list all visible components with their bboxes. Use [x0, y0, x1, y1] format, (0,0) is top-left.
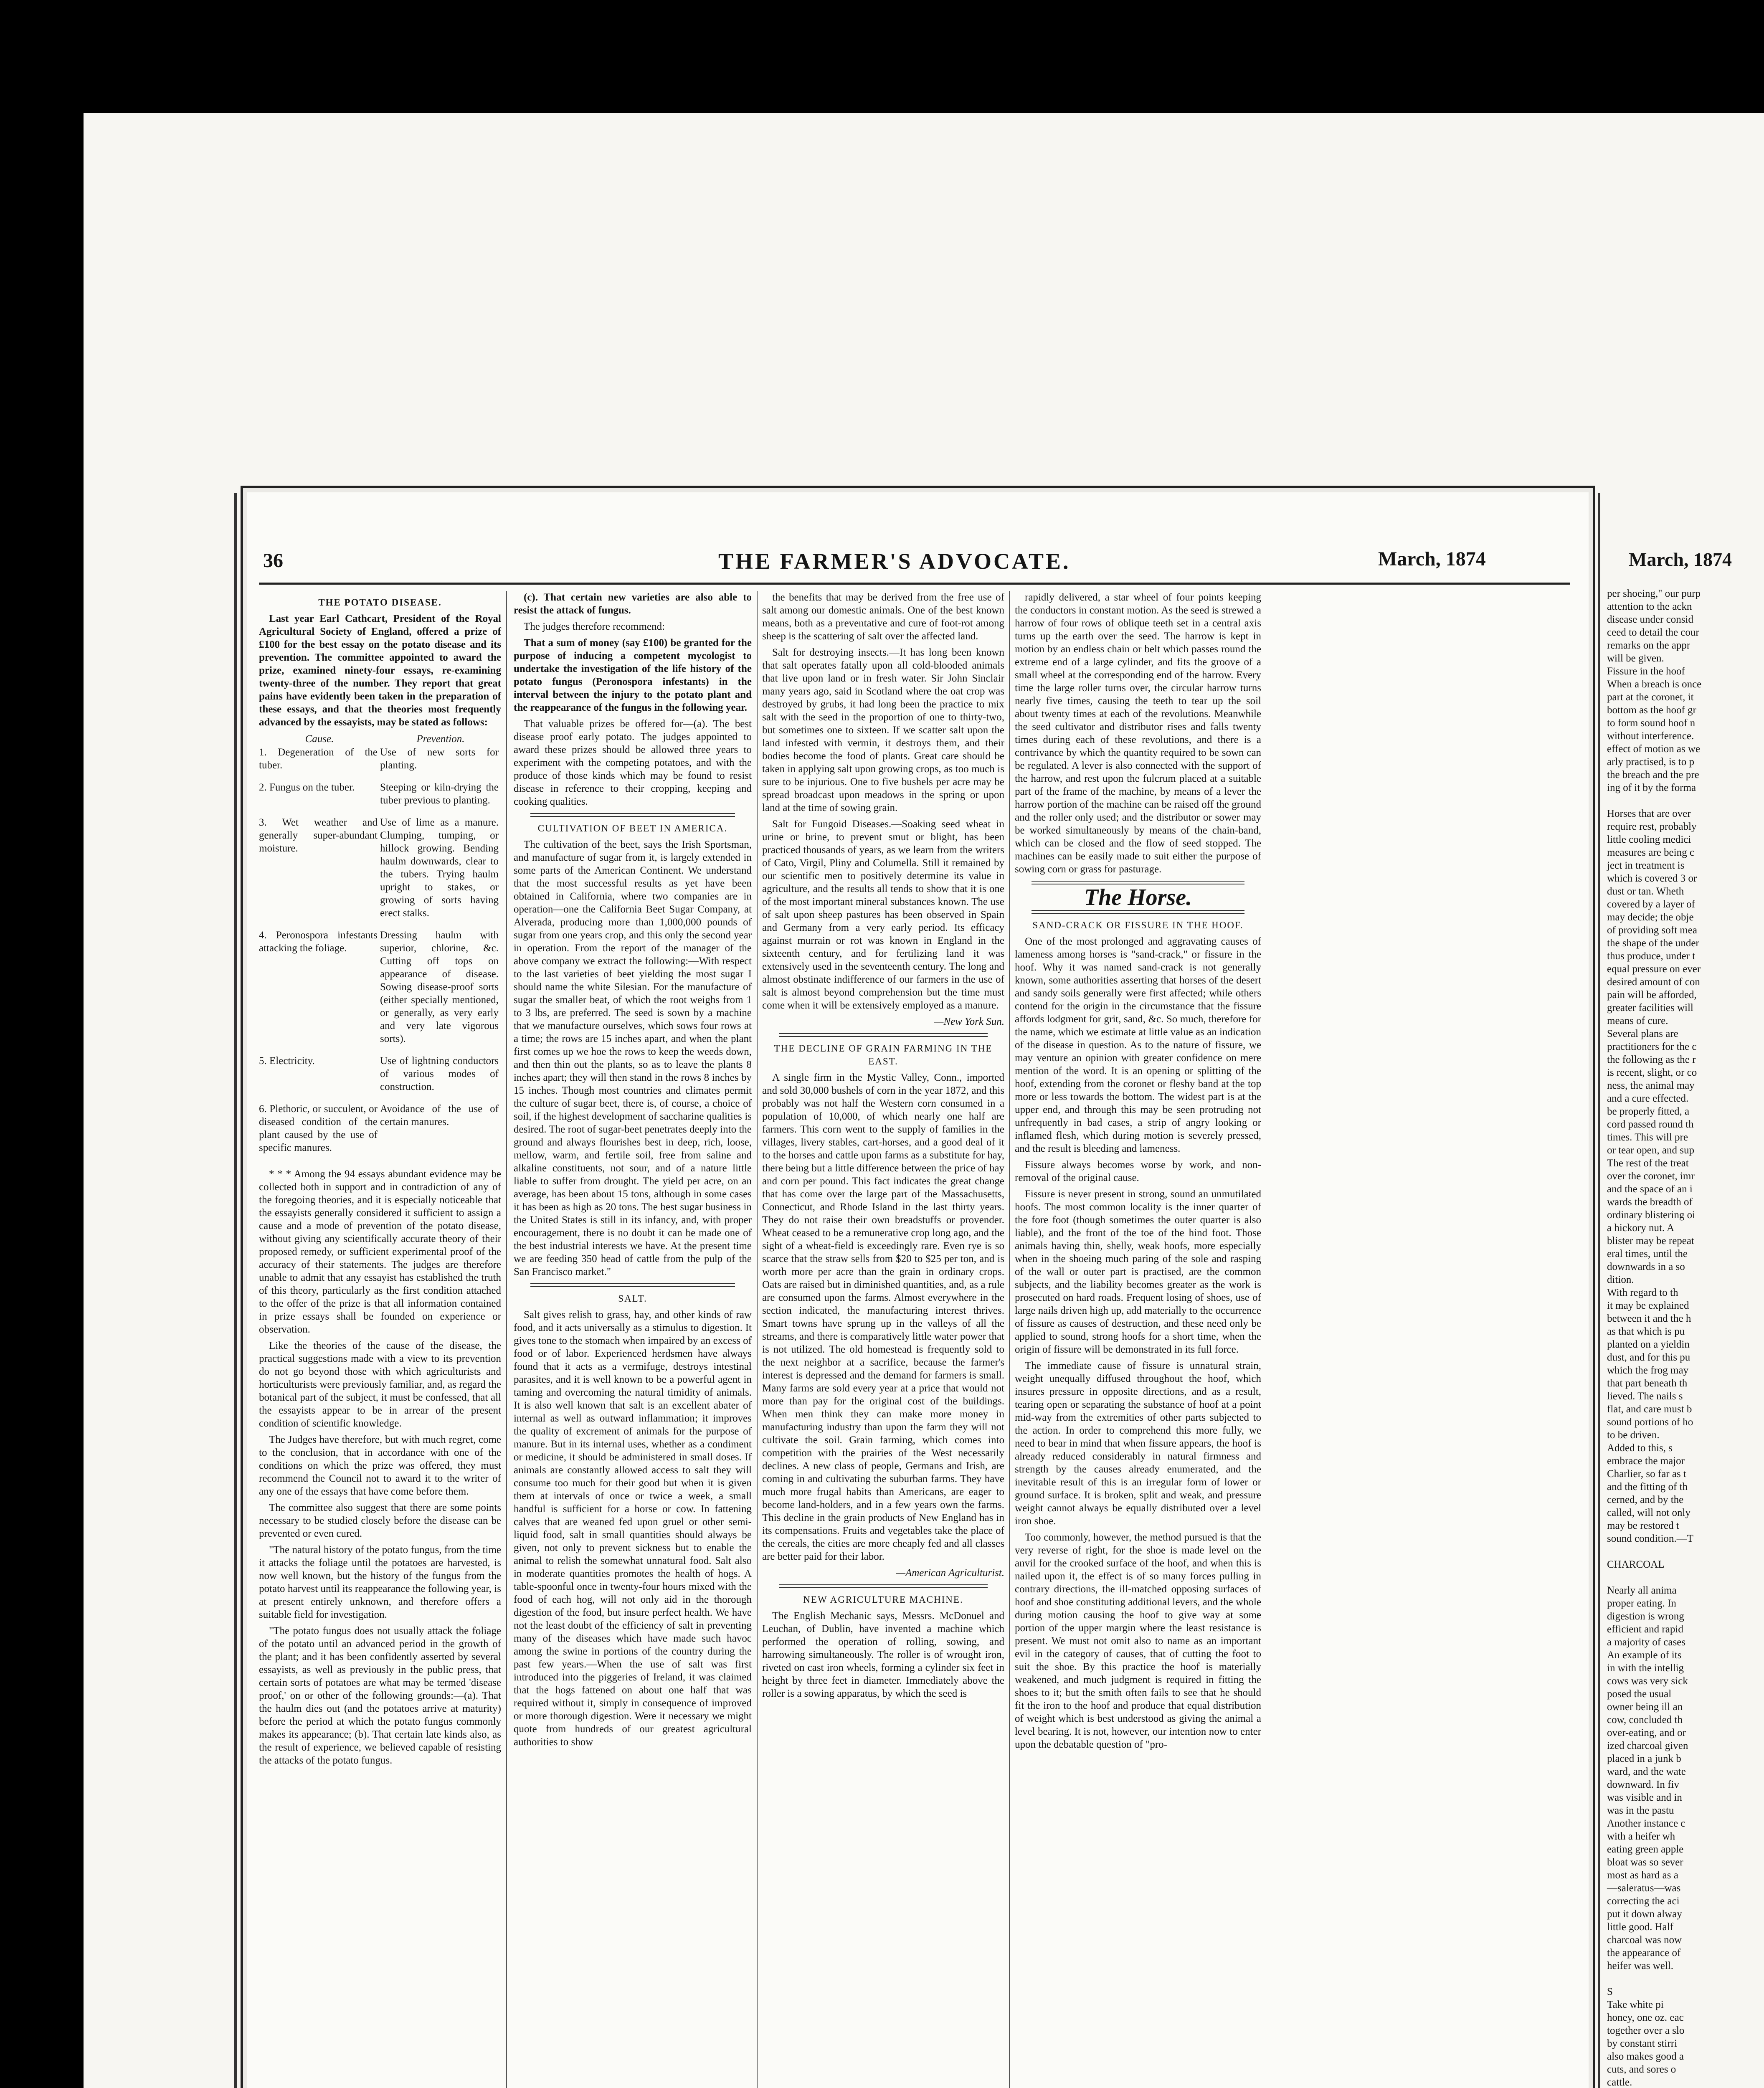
- adjacent-page-line: Fissure in the hoof: [1607, 666, 1685, 677]
- column-3: [762, 591, 1004, 2088]
- adjacent-page-line: covered by a layer of: [1607, 899, 1695, 910]
- masthead: THE FARMER'S ADVOCATE.: [718, 549, 1071, 574]
- adjacent-page-line: When a breach is once: [1607, 679, 1702, 690]
- table-row: [259, 1102, 501, 1163]
- adjacent-page-line: also makes good a: [1607, 2051, 1684, 2062]
- adjacent-page-line: and a cure effected.: [1607, 1093, 1689, 1104]
- adjacent-page-line: between it and the h: [1607, 1313, 1691, 1324]
- adjacent-page-line: ordinary blistering oi: [1607, 1209, 1696, 1221]
- adjacent-page-line: in with the intellig: [1607, 1662, 1684, 1674]
- paragraph: The English Mechanic says, Messrs. McDonuel and Leuchan, of Dublin, have invented a machine which performed the operation of rolling, sowing, and harrowing simultaneously. The roller is of wrought iron, riveted on cast iron wheels, forming a cylinder six feet in height by three feet in diameter. Immediately above the roller is a sowing apparatus, by which the seed is: [762, 1610, 1004, 1699]
- adjacent-page-line: attention to the ackn: [1607, 601, 1692, 612]
- table-header-cause: Cause.: [305, 733, 334, 745]
- adjacent-page-line: thus produce, under t: [1607, 950, 1696, 962]
- adjacent-page-line: desired amount of con: [1607, 976, 1700, 988]
- adjacent-page-line: S: [1607, 1986, 1613, 1997]
- paragraph: Last year Earl Cathcart, President of the Royal Agricultural Society of England, offered a prize of £100 for the best essay on the potato disease and its prevention. The committee appointed to award the prize, examined ninety-four essays, re-examining twenty-three of the number. They report that great pains have evidently been taken in the preparation of these essays, and that the theories most frequently advanced by the essayists, may be stated as follows:: [259, 613, 501, 728]
- adjacent-page-line: pain will be afforded,: [1607, 989, 1697, 1001]
- adjacent-page-line: proper eating. In: [1607, 1598, 1676, 1609]
- paragraph: A single firm in the Mystic Valley, Conn., imported and sold 30,000 bushels of corn in the year 1872, and this probably was not half the Western corn consumed in a population of 10,000, of which nearly one half are farmers. This corn went to the supply of families in the villages, livery stables, cart-horses, and a good deal of it to the horses and cattle upon farms as a substitute for hay, there being but a little difference between the price of hay and corn per pound. This fact indicates the great change that has come over the large part of the Massachusetts, Connecticut, and Rhode Island in the last thirty years. They do not raise their own breadstuffs or provender. Wheat ceased to be a remunerative crop long ago, and the sight of a wheat-field is exceedingly rare. Even rye is so scarce that the straw sells from $20 to $25 per ton, and is worth more per acre than the grain in ordinary crops. Oats are raised but in diminished quantities, and, as a rule are consumed upon the farms. Almost everywhere in the section indicated, the manufacturing interest thrives. Smart towns have sprung up in the valleys of all the streams, and there is comparatively little water power that is not utilized. The old homestead is frequently sold to the next neighbor at a sacrifice, because the farmer's interest is depressed and the demand for farmers is small. Many farms are sold every year at a price that would not more than pay for the original cost of the buildings. When men think they can make more money in manufacturing industry than upon the farm they will not cultivate the soil. Grain farming, which comes into competition with the prairies of the West necessarily declines. A new class of people, Germans and Irish, are coming in and cultivating the suburban farms. They have much more frugal habits than Americans, are eager to become land-holders, and in a few years own the farms. This decline in the grain products of New England has in its compensations. Fruits and vegetables take the place of the cereals, the cities are more cheaply fed and all classes are better paid for their labor.: [762, 1072, 1004, 1562]
- prevention-cell: Use of lightning conductors of various modes of construction.: [380, 1055, 499, 1092]
- adjacent-page-line: With regard to th: [1607, 1287, 1678, 1298]
- section-divider: [1032, 881, 1244, 884]
- adjacent-page-line: remarks on the appr: [1607, 640, 1690, 651]
- cause-cell: 5. Electricity.: [259, 1055, 315, 1067]
- adjacent-page-line: —saleratus—was: [1607, 1883, 1681, 1894]
- prevention-cell: Dressing haulm with superior, chlorine, &c. Cutting off tops on appearance of disease. Sowing disease-proof sorts (either specially mentioned, or generally, as very early and very late vigorous sorts).: [380, 930, 499, 1044]
- adjacent-page-line: ward, and the wate: [1607, 1766, 1686, 1777]
- paragraph: Fissure always becomes worse by work, and non-removal of the original cause.: [1015, 1159, 1261, 1183]
- adjacent-page-line: which is covered 3 or: [1607, 873, 1697, 884]
- table-row: [259, 1054, 501, 1102]
- adjacent-page-line: embrace the major: [1607, 1455, 1685, 1467]
- source-credit: —American Agriculturist.: [896, 1567, 1004, 1579]
- adjacent-page-line: wards the breadth of: [1607, 1196, 1693, 1208]
- adjacent-page-line: which the frog may: [1607, 1365, 1689, 1376]
- adjacent-page-line: ness, the animal may: [1607, 1080, 1695, 1091]
- paragraph: Salt gives relish to grass, hay, and other kinds of raw food, and it acts universally as a stimulus to digestion. It gives tone to the stomach when impaired by an excess of food or of labor. Experienced herdsmen have always found that it acts as a vermifuge, destroys intestinal parasites, and it is well known to be a powerful agent in taming and overcoming the natural timidity of animals. It is also well known that salt is an excellent abater of internal as well as outward inflammation; it improves the quality of excrement of animals for the purpose of manure. But in its internal uses, whether as a condiment or medicine, it should be administered in small doses. If animals are constantly allowed access to salt they will consume too much for their good but when it is given them at intervals of once or twice a week, a small handful is sufficient for a horse or cow. In fattening calves that are weaned fed upon gruel or other semi-liquid food, salt in small quantities should always be given, not only to prevent sickness but to enable the animal to relish the somewhat unnatural food. Salt also in moderate quantities promotes the health of hogs. A table-spoonful once in twenty-four hours mixed with the food of each hog, will not only aid in the thorough digestion of the food, but insure perfect health. We have not the least doubt of the efficiency of salt in preventing many of the diseases which have made such havoc among the swine in portions of the country during the past few years.—When the use of salt was first introduced into the piggeries of Ireland, it was claimed that the hogs fattened on about one half that was required without it, simply in consequence of improved or more thorough digestion. Were it necessary we might quote from hundreds of our greatest agricultural authorities to show: [514, 1309, 752, 1748]
- adjacent-page-line: arly practised, is to p: [1607, 756, 1694, 768]
- adjacent-page-line: called, will not only: [1607, 1507, 1690, 1518]
- cause-cell: 2. Fungus on the tuber.: [259, 782, 355, 793]
- adjacent-page-line: a majority of cases: [1607, 1637, 1686, 1648]
- adjacent-page-line: ing of it by the forma: [1607, 782, 1696, 793]
- cause-cell: 4. Peronospora infestants attacking the foliage.: [259, 930, 378, 954]
- article-heading-potato: THE POTATO DISEASE.: [318, 597, 442, 608]
- table-row: [259, 816, 501, 929]
- adjacent-page-line: dust or tan. Wheth: [1607, 886, 1684, 897]
- cause-cell: 3. Wet weather and generally super-abundant moisture.: [259, 817, 378, 854]
- adjacent-page: [1604, 499, 1764, 2088]
- adjacent-page-line: was visible and in: [1607, 1792, 1682, 1803]
- adjacent-page-line: the breach and the pre: [1607, 769, 1699, 780]
- table-header-prevention: Prevention.: [416, 733, 465, 745]
- column-divider: [506, 591, 507, 2088]
- section-divider: [779, 1584, 988, 1588]
- adjacent-page-line: sound condition.—T: [1607, 1533, 1693, 1544]
- adjacent-page-line: most as hard as a: [1607, 1870, 1678, 1881]
- page-gutter: [1598, 493, 1600, 2088]
- adjacent-page-line: correcting the aci: [1607, 1895, 1680, 1907]
- section-divider: [1032, 910, 1244, 914]
- adjacent-page-line: Nearly all anima: [1607, 1585, 1677, 1596]
- adjacent-page-line: An example of its: [1607, 1650, 1682, 1661]
- adjacent-page-line: Take white pi: [1607, 1999, 1664, 2010]
- adjacent-page-line: that part beneath th: [1607, 1378, 1688, 1389]
- column-2: [514, 591, 752, 2088]
- adjacent-page-line: cuts, and sores o: [1607, 2064, 1676, 2075]
- adjacent-page-line: sound portions of ho: [1607, 1416, 1693, 1428]
- paragraph: the benefits that may be derived from the free use of salt among our domestic animals. One of the best known means, both as a preventative and cure of foot-rot among sheep is the scattering of salt over the affected land.: [762, 592, 1004, 642]
- paragraph: (c). That certain new varieties are also able to resist the attack of fungus.: [514, 592, 752, 616]
- paragraph: One of the most prolonged and aggravating causes of lameness among horses is "sand-crack," or fissure in the hoof. Why it was named sand-crack is not generally known, some authorities asserting that horses of the desert and sandy soils generally were first affected; while others contend for the origin in the circumstance that the fissure affords lodgment for grit, sand, &c. So much, therefore for the name, which we estimate at little value as an indication of the disease in question. As to the nature of fissure, we may venture an opinion with greater confidence on mere mention of the word. It is an opening or splitting of the hoof, extending from the coronet or fleshy band at the top more or less towards the bottom. The widest part is at the upper end, and through this may be seen protruding not unfrequently in bad cases, a strip of angry looking or inflamed flesh, which during motion is severely pressed, and the result is bleeding and lameness.: [1015, 936, 1261, 1154]
- section-title-horse: The Horse.: [1084, 884, 1192, 910]
- paragraph: Fissure is never present in strong, sound an unmutilated hoofs. The most common locality is the inner quarter of the fore foot (though sometimes the outer quarter is also liable), and the front of the toe of the hind foot. Those animals having thin, shelly, weak hoofs, more especially when in the shoeing much paring of the sole and rasping of the wall or outer part is practised, are the common subjects, and the liability becomes greater as the work is prosecuted on hard roads. Frequent losing of shoes, use of large nails driven high up, add materially to the occurrence of fissure as causes of destruction, and these need only be applied to sound, strong hoofs for a short time, when the origin of fissure will be demonstrated in its full force.: [1015, 1188, 1261, 1355]
- paragraph: rapidly delivered, a star wheel of four points keeping the conductors in constant motion. As the seed is strewed a harrow of four rows of oblique teeth set in a central axis turns up the earth over the seed. The harrow is kept in motion by an endless chain or belt which passes round the extreme end of a large cylinder, and fits the groove of a small wheel at the corresponding end of the harrow. Every time the large roller turns over, the circular harrow turns nearly five times, causing the teeth to tear up the soil about twenty times at each of the revolutions. Meanwhile the seed cultivator and distributor rises and falls twenty times during each of these revolutions, and there is a contrivance by which the quantity required to be sown can be regulated. A lever is also connected with the support of the harrow, and rest upon the fulcrum placed at a suitable part of the frame of the machine, by means of a lever the harrow portion of the machine can be raised off the ground and the roller only used; and the distributor or sower may be worked simultaneously by means of the chain-band, which can be closed and the flow of seed stopped. The machines can be easily made to suit either the purpose of sowing corn or grass for pasturage.: [1015, 592, 1261, 875]
- adjacent-page-line: planted on a yieldin: [1607, 1339, 1690, 1350]
- paragraph: Salt for Fungoid Diseases.—Soaking seed wheat in urine or brine, to prevent smut or blight, has been practiced thousands of years, as we learn from the writers of Cato, Virgil, Pliny and Columella. Still it remained by our scientific men to positively determine its value in agriculture, and the results all tends to show that it is one of the most important mineral substances known. The use of salt upon sheep pastures has been observed in Spain and Germany from a very early period. Its efficacy against murrain or rot was known in England in the sixteenth century, and for fertilizing land it was extensively used in the seventeenth century. The long and almost obstinate indifference of our farmers in the use of salt is almost beyond comprehension but the time must come when it will be extensively employed as a manure.: [762, 818, 1004, 1011]
- adjacent-page-line: lieved. The nails s: [1607, 1391, 1683, 1402]
- source-credit: —New York Sun.: [934, 1016, 1004, 1027]
- paragraph: "The natural history of the potato fungus, from the time it attacks the foliage until the potatoes are harvested, is now well known, but the history of the fungus from the potato harvest until its reappearance the following year, is at present entirely unknown, and therefore offers a suitable field for investigation.: [259, 1544, 501, 1620]
- column-divider: [757, 591, 758, 2088]
- paragraph: That a sum of money (say £100) be granted for the purpose of inducing a competent mycologist to undertake the investigation of the life history of the potato fungus (Peronospora infestants) in the interval between the injury to the potato plant and the reappearance of the fungus in the following year.: [514, 637, 752, 713]
- adjacent-page-line: dition.: [1607, 1274, 1634, 1285]
- column-4: [1015, 591, 1261, 2088]
- adjacent-page-line: The rest of the treat: [1607, 1158, 1689, 1169]
- adjacent-page-line: little cooling medici: [1607, 834, 1691, 845]
- adjacent-page-line: bottom as the hoof gr: [1607, 704, 1696, 716]
- adjacent-page-line: effect of motion as we: [1607, 743, 1701, 755]
- adjacent-page-line: be properly fitted, a: [1607, 1106, 1690, 1117]
- adjacent-page-line: efficient and rapid: [1607, 1624, 1683, 1635]
- article-heading-beet: CULTIVATION OF BEET IN AMERICA.: [537, 823, 728, 834]
- cause-cell: 6. Plethoric, or succulent, or diseased condition of the plant caused by the use of specific manures.: [259, 1103, 378, 1153]
- adjacent-page-line: [1607, 1972, 1764, 1985]
- adjacent-page-line: without interference.: [1607, 730, 1694, 742]
- paragraph: Too commonly, however, the method pursued is that the very reverse of right, for the shoe is made level on the anvil for the crooked surface of the hoof, and when this is nailed upon it, the effect is of so many forces pulling in contrary directions, the ill-matched opposing surfaces of hoof and shoe constituting additional levers, and the whole during motion causing the hoof to give way at some portion of the upper margin where the least resistance is present. We must not omit also to name as an important evil in the category of causes, that of cutting the foot to suit the shoe. By this practice the hoof is materially weakened, and much judgment is required in fitting the shoes to it; but the smith often fails to see that he should fit the iron to the hoof and produce that equal distribution of weight which is best understood as giving the animal a level bearing. It is not, however, our intention now to enter upon the debatable question of "pro-: [1015, 1532, 1261, 1750]
- adjacent-page-line: digestion is wrong: [1607, 1611, 1684, 1622]
- adjacent-page-line: honey, one oz. eac: [1607, 2012, 1684, 2023]
- adjacent-page-line: equal pressure on ever: [1607, 963, 1701, 975]
- article-heading-machine: NEW AGRICULTURE MACHINE.: [803, 1594, 963, 1605]
- header-rule: [259, 583, 1570, 585]
- cause-cell: 1. Degeneration of the tuber.: [259, 747, 378, 771]
- adjacent-page-line: Charlier, so far as t: [1607, 1468, 1686, 1480]
- adjacent-page-line: dust, and for this pu: [1607, 1352, 1690, 1363]
- adjacent-page-line: flat, and care must b: [1607, 1404, 1692, 1415]
- adjacent-page-line: to form sound hoof n: [1607, 717, 1696, 729]
- adjacent-page-line: part at the coronet, it: [1607, 692, 1694, 703]
- adjacent-page-line: cerned, and by the: [1607, 1494, 1684, 1505]
- adjacent-page-line: may be restored t: [1607, 1520, 1679, 1531]
- adjacent-page-line: per shoeing," our purp: [1607, 588, 1701, 599]
- paragraph: "The potato fungus does not usually attack the foliage of the potato until an advanced period in the growth of the plant; and it has been confidently asserted by several essayists, as well as previously in the public press, that certain sorts of potatoes are what may be termed 'disease proof,' on or other of the following grounds:—(a). That the haulm dies out (and the potatoes arrive at maturity) before the period at which the potato fungus commonly makes its appearance; (b). That certain late kinds also, as the result of experience, we believed capable of resisting the attacks of the potato fungus.: [259, 1625, 501, 1766]
- adjacent-page-line: and the fitting of th: [1607, 1481, 1688, 1493]
- adjacent-page-line: with a heifer wh: [1607, 1831, 1675, 1842]
- adjacent-page-line: will be given.: [1607, 653, 1664, 664]
- adjacent-page-line: eral times, until the: [1607, 1248, 1688, 1259]
- prevention-cell: Steeping or kiln-drying the tuber previous to planting.: [380, 782, 499, 806]
- adjacent-page-line: Added to this, s: [1607, 1442, 1673, 1454]
- adjacent-page-line: require rest, probably: [1607, 821, 1697, 832]
- adjacent-page-line: Several plans are: [1607, 1028, 1678, 1039]
- paragraph: The immediate cause of fissure is unnatural strain, weight unequally diffused throughout the hoof, which insures pressure in opposite directions, and as a result, tearing open or separating the substance of hoof at a point mid-way from the extremities of other parts subjected to the action. In order to comprehend this more fully, we need to bear in mind that when fissure appears, the hoof is already reduced considerably in natural firmness and strength by the causes already enumerated, and the inevitable result of this is an irregular form of lower or ground surface. It is broken, split and weak, and pressure weight cannot always be equally distributed over a level iron shoe.: [1015, 1360, 1261, 1527]
- adjacent-page-line: Horses that are over: [1607, 808, 1691, 819]
- adjacent-page-line: may decide; the obje: [1607, 912, 1694, 923]
- adjacent-page-line: practitioners for the c: [1607, 1041, 1697, 1052]
- adjacent-page-line: was in the pastu: [1607, 1805, 1674, 1816]
- adjacent-page-line: [1607, 794, 1764, 807]
- adjacent-page-line: it may be explained: [1607, 1300, 1689, 1311]
- adjacent-page-line: bloat was so sever: [1607, 1857, 1683, 1868]
- adjacent-page-line: the appearance of: [1607, 1947, 1681, 1959]
- adjacent-page-line: times. This will pre: [1607, 1132, 1688, 1143]
- paragraph: Salt for destroying insects.—It has long been known that salt operates fatally upon all cold-blooded animals that live upon land or in fresh water. Sir John Sinclair many years ago, said in Scotland where the oat crop was destroyed by grubs, it had long been the practice to mix salt with the seed in the proportion of one to thirty-two, but sometimes one to sixteen. If we scatter salt upon the land infested with vermin, it destroys them, and their bodies become the food of plants. Great care should be taken in applying salt upon growing crops, as too much is sure to be injurious. One to five bushels per acre may be spread broadcast upon meadows in the spring or upon land at the time of sowing grain.: [762, 647, 1004, 813]
- adjacent-page-line: charcoal was now: [1607, 1934, 1682, 1946]
- paragraph: The Judges have therefore, but with much regret, come to the conclusion, that in accordance with one of the conditions on which the prize was offered, they must recommend the Council not to award it to the writer of any one of the essays that have come before them.: [259, 1434, 501, 1497]
- adjacent-page-line: and the space of an i: [1607, 1183, 1693, 1195]
- adjacent-page-line: ized charcoal given: [1607, 1740, 1688, 1751]
- adjacent-page-line: disease under consid: [1607, 614, 1693, 625]
- newspaper-page: [251, 499, 1579, 2088]
- prevention-cell: Use of new sorts for planting.: [380, 747, 499, 771]
- paragraph: The judges therefore recommend:: [524, 621, 665, 632]
- paragraph: The cultivation of the beet, says the Irish Sportsman, and manufacture of sugar from it, is largely extended in some parts of the American Continent. We understand that the most successful results as yet have been obtained in California, where two companies are in operation—one the California Beet Sugar Company, at Alverada, producing more than 1,000,000 pounds of sugar from one years crop, and this only the second year in operation. From the report of the manager of the above company we extract the following:—With respect to the last varieties of beet yielding the most sugar I should name the white Silesian. For the manufacture of sugar the smaller beat, of which the root weighs from 1 to 3 lbs, are preferred. The seed is sown by a machine that we manufacture ourselves, which sows four rows at a time; the rows are 15 inches apart, and when the plant first comes up we hoe the rows to keep the weeds down, and then thin out the plants, so as to leave the plants 8 inches apart; they will then stand in the rows 8 inches by 15 inches. Though most countries and climates permit the culture of sugar beet, there is, of course, a choice of soil, if the highest development of saccharine qualities is desired. The root of sugar-beet penetrates deeply into the ground and always flourishes best in deep, rich, loose, mellow, warm, and fertile soil, free from saline and alkaline constituents, not sour, and of a nature little liable to suffer from drought. The yield per acre, on an average, has been about 15 tons, although in some cases it has been as high as 20 tons. The best sugar business in the United States is still in its infancy, and, with proper encouragement, there is no doubt it can be made one of the best industrial interests we have. At the present time we are feeding 350 head of cattle from the pulp of the San Francisco market.": [514, 839, 752, 1277]
- adjacent-page-line: placed in a junk b: [1607, 1753, 1681, 1764]
- prevention-cell: Avoidance of the use of certain manures.: [380, 1103, 499, 1128]
- adjacent-page-line: heifer was well.: [1607, 1960, 1673, 1971]
- adjacent-page-line: of providing soft mea: [1607, 925, 1697, 936]
- adjacent-page-line: cow, concluded th: [1607, 1714, 1683, 1726]
- adjacent-page-text: [1604, 587, 1764, 2088]
- prevention-cell: Use of lime as a manure. Clumping, tumping, or hillock growing. Bending haulm downwards, clear to the tubers. Trying haulm upright to stakes, or growing of sorts having erect stalks.: [380, 817, 499, 919]
- adjacent-page-line: Another instance c: [1607, 1818, 1685, 1829]
- issue-date: March, 1874: [1378, 548, 1486, 570]
- column-divider: [1009, 591, 1010, 2088]
- paragraph: * * * Among the 94 essays abundant evidence may be collected both in support and in contradiction of any of the foregoing theories, and it is especially noticeable that the essayists generally considered it sufficient to assign a cause and a mode of prevention of the potato disease, without giving any scientifically accurate theory of their proposed remedy, or sufficient experimental proof of the accuracy of their statements. The judges are therefore unable to admit that any essayist has established the truth of this theory, particularly as the first condition attached to the offer of the prize is that all information contained in prize essays shall be founded on experience or observation.: [259, 1168, 501, 1335]
- adjacent-page-line: means of cure.: [1607, 1015, 1668, 1026]
- section-divider: [779, 1033, 988, 1037]
- adjacent-page-line: over the coronet, imr: [1607, 1171, 1695, 1182]
- section-divider: [530, 813, 735, 817]
- adjacent-page-line: CHARCOAL: [1607, 1559, 1665, 1570]
- adjacent-page-line: or tear open, and sup: [1607, 1145, 1694, 1156]
- paragraph: That valuable prizes be offered for—(a). The best disease proof early potato. The judges appointed to award these prizes should be allowed three years to experiment with the competing potatoes, and with the produce of those kinds which may be found to resist disease in reference to their cropping, keeping and cooking qualities.: [514, 718, 752, 807]
- page-number: 36: [263, 550, 283, 572]
- adjacent-page-line: by constant stirri: [1607, 2038, 1678, 2049]
- adjacent-page-line: ject in treatment is: [1607, 860, 1685, 871]
- adjacent-page-line: the following as the r: [1607, 1054, 1696, 1065]
- adjacent-page-line: ceed to detail the cour: [1607, 627, 1699, 638]
- adjacent-page-line: eating green apple: [1607, 1844, 1684, 1855]
- cause-prevention-table: [259, 732, 501, 1163]
- adjacent-page-line: to be driven.: [1607, 1429, 1660, 1441]
- adjacent-page-line: a hickory nut. A: [1607, 1222, 1675, 1234]
- table-row: [259, 781, 501, 816]
- section-divider: [530, 1283, 735, 1287]
- column-1: [259, 591, 501, 2088]
- binding-edge: [234, 493, 237, 2088]
- table-row: [259, 746, 501, 781]
- adjacent-page-line: the shape of the under: [1607, 938, 1699, 949]
- paragraph: Like the theories of the cause of the disease, the practical suggestions made with a view to its prevention do not go beyond those with which agriculturists and horticulturists were previously familiar, and, as regard the botanical part of the subject, it must be confessed, that all the essayists appear to be in arrear of the present condition of scientific knowledge.: [259, 1340, 501, 1429]
- adjacent-page-line: measures are being c: [1607, 847, 1694, 858]
- adjacent-page-line: [1607, 1571, 1764, 1584]
- adjacent-page-line: put it down alway: [1607, 1908, 1682, 1920]
- adjacent-page-line: posed the usual: [1607, 1688, 1672, 1700]
- adjacent-page-line: together over a slo: [1607, 2025, 1685, 2036]
- adjacent-page-line: blister may be repeat: [1607, 1235, 1694, 1247]
- adjacent-page-line: cows was very sick: [1607, 1675, 1688, 1687]
- article-heading-salt: SALT.: [618, 1293, 647, 1304]
- article-heading-sandcrack: SAND-CRACK OR FISSURE IN THE HOOF.: [1032, 920, 1244, 930]
- adjacent-page-line: downward. In fiv: [1607, 1779, 1679, 1790]
- adjacent-page-line: cord passed round th: [1607, 1119, 1694, 1130]
- adjacent-page-line: little good. Half: [1607, 1921, 1673, 1933]
- adjacent-page-date: March, 1874: [1629, 549, 1732, 570]
- adjacent-page-line: [1607, 1545, 1764, 1558]
- adjacent-page-line: downwards in a so: [1607, 1261, 1685, 1272]
- adjacent-page-line: cattle.: [1607, 2077, 1632, 2088]
- article-heading-grain: THE DECLINE OF GRAIN FARMING IN THE EAST.: [774, 1043, 993, 1067]
- paragraph: The committee also suggest that there are some points necessary to be studied closely before the disease can be prevented or even cured.: [259, 1502, 501, 1539]
- adjacent-page-line: greater facilities will: [1607, 1002, 1693, 1014]
- adjacent-page-line: is recent, slight, or co: [1607, 1067, 1697, 1078]
- adjacent-page-line: over-eating, and or: [1607, 1727, 1686, 1738]
- table-row: [259, 929, 501, 1054]
- adjacent-page-line: owner being ill an: [1607, 1701, 1683, 1713]
- adjacent-page-line: as that which is pu: [1607, 1326, 1685, 1337]
